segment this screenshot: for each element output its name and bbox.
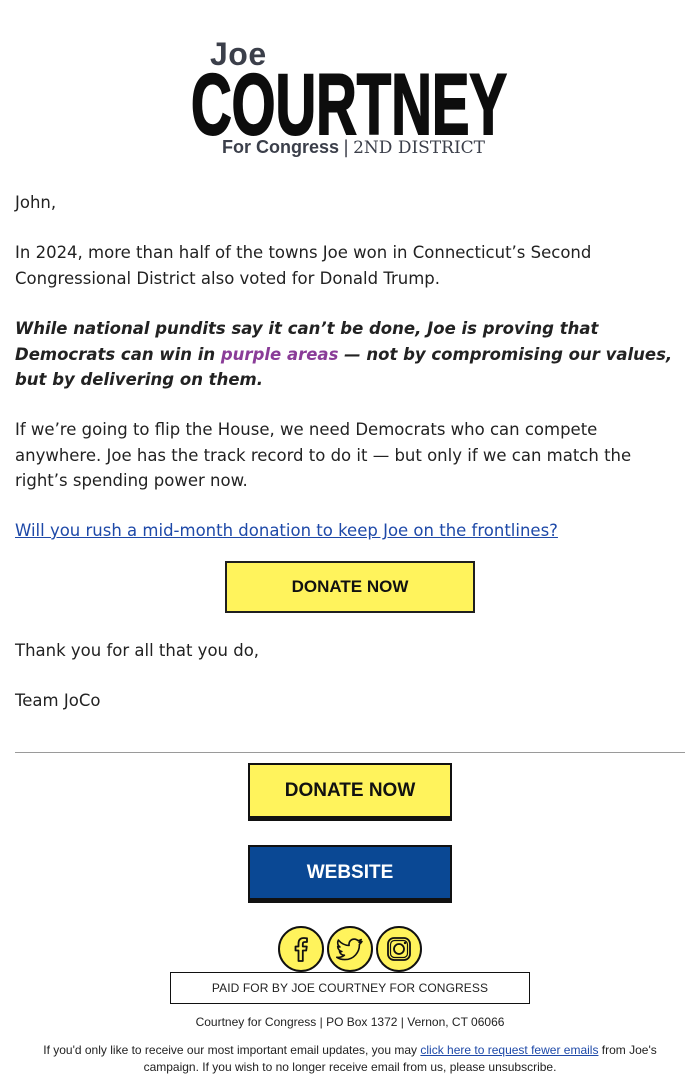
logo-last-name [189, 62, 509, 142]
logo-first-name: Joe [210, 36, 267, 72]
salutation: John, [15, 193, 57, 212]
logo-district: 2ND DISTRICT [353, 138, 486, 158]
twitter-glyph [335, 936, 365, 962]
campaign-logo [0, 36, 700, 164]
unsub-text-after: from Joe's campaign. If you wish to no longer receive email from us, please unsubscribe. [143, 1043, 657, 1074]
donate-now-button[interactable]: DONATE NOW [225, 561, 475, 613]
paid-for-disclaimer: PAID FOR BY JOE COURTNEY FOR CONGRESS [170, 972, 530, 1004]
svg-text:COURTNEY: COURTNEY [191, 62, 507, 142]
purple-areas-highlight: purple areas [220, 344, 339, 364]
thanks-line: Thank you for all that you do, [15, 641, 260, 660]
instagram-glyph [384, 934, 414, 964]
logo-for-congress: For Congress [222, 137, 340, 157]
website-button[interactable]: WEBSITE [248, 845, 452, 903]
footer-divider [15, 752, 685, 753]
paragraph-three: If we’re going to flip the House, we need Democrats who can compete anywhere. Joe has the track record to do it — but only if we can match the right’s spending power now. [15, 420, 632, 490]
footer-donate-button[interactable]: DONATE NOW [248, 763, 452, 821]
paragraph-two [15, 316, 687, 393]
facebook-glyph [288, 934, 314, 964]
logo-separator: | [343, 137, 350, 158]
ask-paragraph [15, 518, 687, 544]
facebook-icon[interactable] [278, 926, 324, 972]
paragraph-one: In 2024, more than half of the towns Joe won in Connecticut’s Second Congressional District also voted for Donald Trump. [15, 243, 592, 288]
unsubscribe-notice [30, 1042, 670, 1076]
paragraph-two-before: While national pundits say it can’t be done, Joe is proving that Democrats can win in [15, 319, 599, 364]
twitter-icon[interactable] [327, 926, 373, 972]
instagram-icon[interactable] [376, 926, 422, 972]
mailing-address: Courtney for Congress | PO Box 1372 | Vernon, CT 06066 [195, 1015, 505, 1029]
social-links [276, 926, 424, 972]
paragraph-two-after: — not by compromising our values, but by delivering on them. [15, 344, 673, 389]
unsub-text-before: If you'd only like to receive our most important email updates, you may [43, 1043, 421, 1057]
donation-ask-link[interactable]: Will you rush a mid-month donation to keep Joe on the frontlines? [15, 521, 558, 540]
fewer-emails-link[interactable]: click here to request fewer emails [420, 1043, 599, 1057]
logo-subtitle [222, 137, 485, 158]
signature: Team JoCo [15, 691, 101, 710]
